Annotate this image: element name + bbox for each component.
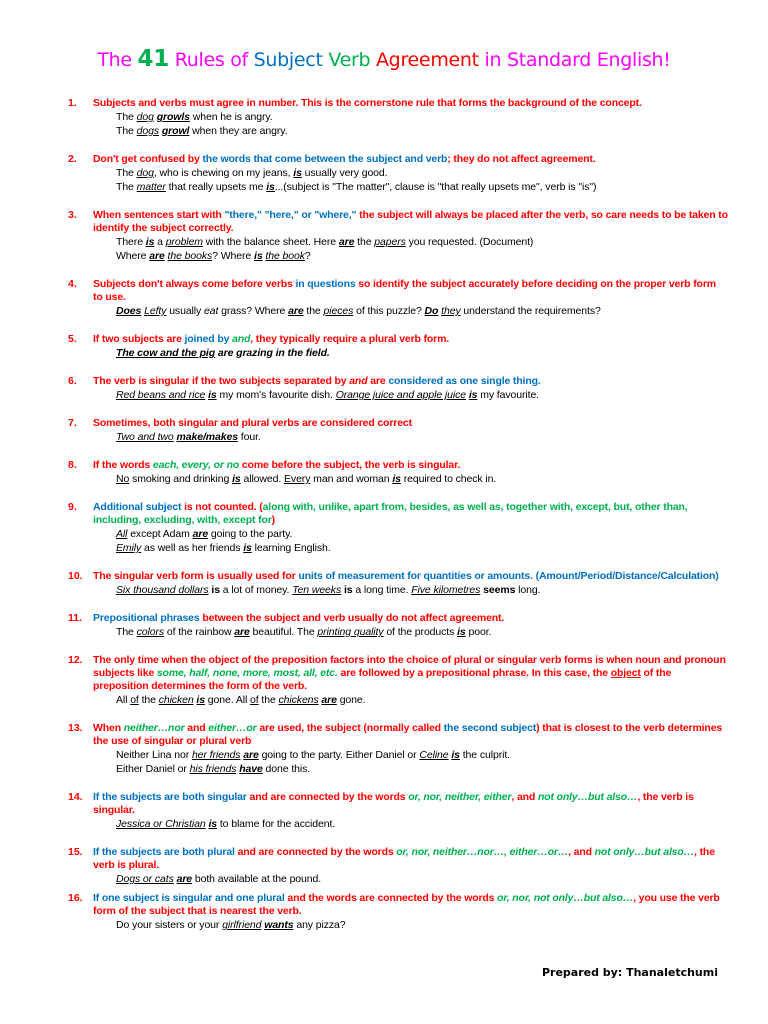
rule-15 — [68, 846, 728, 886]
heading-highlight: joined by — [184, 333, 233, 345]
example-line — [116, 346, 728, 360]
example-line — [116, 918, 728, 932]
rule-heading — [93, 278, 728, 304]
page-title — [0, 46, 768, 72]
heading-keyword: and — [232, 333, 251, 345]
example-text: gone. All — [204, 694, 251, 706]
heading-text: , and — [568, 846, 595, 858]
example-text: ? — [304, 250, 311, 262]
rule-heading — [93, 846, 728, 872]
heading-highlight: If one subject is singular and one plural — [93, 892, 285, 904]
rule-10 — [68, 570, 728, 597]
example-text: ? Where — [212, 250, 254, 262]
rule-heading — [93, 570, 728, 583]
rule-heading — [93, 209, 728, 235]
example-subject: Six thousand dollars — [116, 584, 209, 596]
rule-number: 3. — [68, 209, 77, 221]
heading-text: are used, the subject (normally called — [256, 722, 444, 734]
example-line — [116, 693, 728, 707]
example-verb: are — [192, 528, 209, 540]
heading-keyword: not only…but also… — [594, 846, 695, 858]
heading-keyword: either…or — [208, 722, 257, 734]
heading-keyword: neither…nor — [123, 722, 185, 734]
example-subject: Orange juice and apple juice — [335, 389, 466, 401]
example-verb: are — [234, 626, 250, 638]
example-text: smoking and drinking — [129, 473, 233, 485]
heading-text: Don't get confused by — [93, 153, 203, 165]
example-text: are grazing in the field. — [215, 347, 330, 359]
rule-heading — [93, 892, 728, 918]
title-agreement: Agreement — [375, 49, 479, 71]
rule-heading — [93, 722, 728, 748]
example-line — [116, 124, 728, 138]
rule-number: 6. — [68, 375, 77, 387]
example-verb: is — [243, 542, 252, 554]
example-verb: is — [468, 389, 478, 401]
example-text: as well as her friends — [141, 542, 244, 554]
example-text: when he is angry. — [189, 111, 273, 123]
example-subject: Jessica or Christian — [116, 818, 206, 830]
title-subject: Subject — [253, 49, 323, 71]
heading-keyword: along with, unlike, apart from, besides, as well as, together with, except, but, other than, including, excluding, with, except for — [93, 501, 688, 526]
rule-number: 12. — [68, 654, 83, 666]
rule-number: 7. — [68, 417, 77, 429]
example-text: to blame for the accident. — [217, 818, 336, 830]
heading-highlight: the words that come between the subject and verb — [202, 153, 448, 165]
heading-text: ) — [271, 514, 276, 526]
example-line — [116, 527, 728, 541]
rule-number: 11. — [68, 612, 83, 624]
example-line — [116, 235, 728, 249]
heading-text: of the preposition determines the form of the verb. — [93, 667, 672, 692]
example-subject: chickens — [278, 694, 319, 706]
rule-number: 8. — [68, 459, 77, 471]
rule-number: 14. — [68, 791, 83, 803]
example-text: the — [258, 694, 279, 706]
example-text: There — [116, 236, 146, 248]
example-text: going to the party. — [208, 528, 293, 540]
heading-text: come before the subject, the verb is singular. — [239, 459, 461, 471]
example-text: that really upsets me — [165, 181, 267, 193]
example-text: four. — [237, 431, 261, 443]
rule-8 — [68, 459, 728, 486]
heading-text: between the subject and verb usually do not affect agreement. — [199, 612, 505, 624]
example-text: of this puzzle? — [353, 305, 425, 317]
rule-heading — [93, 153, 728, 166]
example-line — [116, 166, 728, 180]
heading-text: , and — [511, 791, 538, 803]
heading-text: are — [367, 375, 389, 387]
heading-highlight: "there," "here," or "where," — [224, 209, 357, 221]
example-line — [116, 748, 728, 762]
example-subject: pieces — [323, 305, 354, 317]
example-verb: is — [211, 584, 220, 596]
rule-number: 9. — [68, 501, 77, 513]
example-text: The — [116, 125, 137, 137]
heading-text: ) that is closest to the verb determines the use of singular or plural verb — [93, 722, 723, 747]
example-subject: Emily — [116, 542, 142, 554]
example-subject: papers — [374, 236, 406, 248]
example-subject: No — [116, 473, 130, 485]
example-text: allowed. — [240, 473, 285, 485]
rule-13 — [68, 722, 728, 776]
heading-text: The only time when the object of the preposition factors into the choice of plural or singular verb forms is when noun and pronoun subjects like — [93, 654, 726, 679]
example-verb: is — [145, 236, 155, 248]
example-verb: are — [176, 873, 193, 885]
heading-text: If the words — [93, 459, 153, 471]
example-subject: Ten weeks — [292, 584, 342, 596]
rule-16 — [68, 892, 728, 932]
example-text: the — [354, 236, 375, 248]
example-subject: colors — [136, 626, 165, 638]
example-text: Where — [116, 250, 150, 262]
example-subject: dog — [136, 111, 154, 123]
example-line — [116, 304, 728, 318]
example-verb: Do — [424, 305, 439, 317]
example-verb: are — [338, 236, 355, 248]
heading-keyword: or, nor, not only…but also… — [497, 892, 634, 904]
heading-highlight: If the subjects are both singular — [93, 791, 247, 803]
example-text: poor. — [465, 626, 492, 638]
heading-text: the subject will always be placed after the verb, so care needs to be taken to identify the subject correctly. — [93, 209, 728, 234]
rule-number: 15. — [68, 846, 83, 858]
rule-number: 13. — [68, 722, 83, 734]
heading-text: are followed by a prepositional phrase. In this case, the — [337, 667, 611, 679]
example-verb: is — [293, 167, 302, 179]
example-verb: is — [254, 250, 263, 262]
rule-6 — [68, 375, 728, 402]
example-subject: Red beans and rice — [116, 389, 206, 401]
title-the: The — [97, 49, 138, 71]
example-line — [116, 872, 728, 886]
example-subject: they — [441, 305, 461, 317]
rule-heading — [93, 459, 728, 472]
example-line — [116, 388, 728, 402]
example-line — [116, 762, 728, 776]
example-subject: Every — [284, 473, 311, 485]
example-text: The — [116, 167, 137, 179]
rule-heading — [93, 791, 728, 817]
heading-text: , the verb is plural. — [93, 846, 715, 871]
example-text: ...(subject is "The matter", clause is "that really upsets me", verb is "is") — [274, 181, 597, 193]
example-verb: are — [321, 694, 337, 706]
heading-text: , the verb is singular. — [93, 791, 694, 816]
example-text: required to check in. — [400, 473, 497, 485]
rule-heading — [93, 417, 728, 430]
example-subject: the books — [167, 250, 213, 262]
example-text: a — [154, 236, 166, 248]
example-subject: his friends — [189, 763, 237, 775]
example-preposition: of — [130, 694, 139, 706]
example-text: a lot of money. — [219, 584, 293, 596]
example-text: Neither Lina nor — [116, 749, 192, 761]
example-line — [116, 817, 728, 831]
example-subject: her friends — [191, 749, 241, 761]
heading-text: , you use the verb form of the subject that is nearest the verb. — [93, 892, 720, 917]
rule-heading — [93, 375, 728, 388]
heading-keyword: some, half, none, more, most, all, etc. — [156, 667, 338, 679]
example-verb: growl — [161, 125, 190, 137]
example-text: of the products — [383, 626, 458, 638]
example-text: Either Daniel or — [116, 763, 190, 775]
rules-list — [68, 97, 728, 947]
rule-5 — [68, 333, 728, 360]
example-text: when they are angry. — [189, 125, 288, 137]
heading-text: , they typically require a plural verb form. — [250, 333, 450, 345]
example-verb: is — [266, 181, 275, 193]
heading-highlight: units of measurement for quantities or amounts. (Amount/Period/Distance/Calculation) — [298, 570, 719, 582]
example-subject: Lefty — [144, 305, 167, 317]
example-text: except Adam — [127, 528, 193, 540]
example-line — [116, 430, 728, 444]
example-verb: is — [343, 584, 353, 596]
heading-keyword: or, nor, neither, either — [408, 791, 512, 803]
example-line — [116, 180, 728, 194]
example-verb: Does — [116, 305, 142, 317]
example-text: done this. — [262, 763, 311, 775]
rule-number: 16. — [68, 892, 83, 904]
example-text: my favourite. — [477, 389, 539, 401]
example-text: grass? Where — [218, 305, 289, 317]
heading-keyword: object — [610, 667, 641, 679]
heading-highlight: in questions — [295, 278, 356, 290]
heading-highlight: Prepositional phrases — [93, 612, 200, 624]
heading-text: and — [184, 722, 209, 734]
example-subject: problem — [165, 236, 203, 248]
example-line — [116, 249, 728, 263]
example-verb: wants — [264, 919, 294, 931]
example-preposition: of — [250, 694, 259, 706]
example-text: man and woman — [310, 473, 393, 485]
rule-1 — [68, 97, 728, 138]
example-subject: Celine — [419, 749, 449, 761]
example-verb: are — [288, 305, 304, 317]
example-verb: is — [451, 749, 460, 761]
example-text: you requested. (Document) — [405, 236, 534, 248]
heading-keyword: not only…but also… — [537, 791, 638, 803]
example-text: The — [116, 626, 137, 638]
rule-3 — [68, 209, 728, 263]
rule-heading — [93, 612, 728, 625]
example-text: beautiful. The — [249, 626, 318, 638]
example-verb: growls — [156, 111, 190, 123]
rule-number: 2. — [68, 153, 77, 165]
example-subject: dogs — [136, 125, 159, 137]
example-subject: the book — [265, 250, 305, 262]
title-rules-of: Rules of — [168, 49, 254, 71]
example-line — [116, 541, 728, 555]
heading-text: The singular verb form is usually used for — [93, 570, 299, 582]
heading-text: Subjects and verbs must agree in number. This is the cornerstone rule that forms the background of the concept. — [93, 97, 642, 109]
example-text: , who is chewing on my jeans, — [153, 167, 294, 179]
heading-keyword: or, nor, neither…nor…, either…or… — [396, 846, 569, 858]
example-text: Do your sisters or your — [116, 919, 223, 931]
rule-heading — [93, 97, 728, 110]
example-text: of the rainbow — [164, 626, 235, 638]
heading-text: Subjects don't always come before verbs — [93, 278, 296, 290]
example-line — [116, 472, 728, 486]
example-verb: is — [208, 818, 218, 830]
example-verb: have — [239, 763, 263, 775]
heading-highlight: considered as one single thing. — [388, 375, 541, 387]
example-subject: Five kilometres — [411, 584, 481, 596]
example-text: any pizza? — [293, 919, 346, 931]
example-text: gone. — [336, 694, 366, 706]
example-verb: is — [208, 389, 217, 401]
example-verb: are — [243, 749, 259, 761]
example-verb: are — [149, 250, 165, 262]
rule-number: 10. — [68, 570, 83, 582]
heading-text: If two subjects are — [93, 333, 185, 345]
example-text: learning English. — [251, 542, 331, 554]
rule-heading — [93, 654, 728, 693]
heading-highlight: Additional subject — [93, 501, 182, 513]
example-text: the culprit. — [459, 749, 510, 761]
rule-heading — [93, 333, 728, 346]
title-rest: in Standard English! — [478, 49, 671, 71]
rule-4 — [68, 278, 728, 318]
example-text: the — [138, 694, 159, 706]
heading-text: When sentences start with — [93, 209, 225, 221]
example-verb: is — [232, 473, 241, 485]
heading-text: so identify the subject accurately before deciding on the proper verb form to use. — [93, 278, 716, 303]
example-line — [116, 583, 728, 597]
rule-12 — [68, 654, 728, 707]
example-text: All — [116, 694, 131, 706]
example-subject: printing quality — [317, 626, 384, 638]
example-text: The — [116, 111, 137, 123]
example-subject: girlfriend — [222, 919, 262, 931]
example-text: understand the requirements? — [460, 305, 601, 317]
example-line — [116, 625, 728, 639]
example-verb: is — [457, 626, 466, 638]
example-text: going to the party. Either Daniel or — [258, 749, 420, 761]
rule-7 — [68, 417, 728, 444]
example-subject: Dogs or cats — [116, 873, 174, 885]
heading-text: and are connected by the words — [246, 791, 409, 803]
example-text: both available at the pound. — [192, 873, 322, 885]
rule-number: 1. — [68, 97, 77, 109]
example-text: my mom's favourite dish. — [216, 389, 336, 401]
example-text: the — [303, 305, 324, 317]
example-text: long. — [515, 584, 541, 596]
example-subject: chicken — [158, 694, 194, 706]
heading-text: Sometimes, both singular and plural verbs are considered correct — [93, 417, 412, 429]
example-text: usually — [166, 305, 204, 317]
example-verb: seems — [483, 584, 516, 596]
example-verb: eat — [204, 305, 219, 317]
heading-text: is not counted. ( — [181, 501, 263, 513]
example-verb: make/makes — [176, 431, 238, 443]
heading-text: ; they do not affect agreement. — [447, 153, 596, 165]
example-verb: is — [392, 473, 401, 485]
author-credit: Prepared by: Thanaletchumi — [541, 966, 718, 979]
heading-text: and are connected by the words — [234, 846, 397, 858]
rule-number: 4. — [68, 278, 77, 290]
heading-keyword: each, every, or no — [152, 459, 240, 471]
example-text: usually very good. — [301, 167, 388, 179]
example-subject: All — [116, 528, 128, 540]
heading-keyword: and — [349, 375, 368, 387]
heading-highlight: If the subjects are both plural — [93, 846, 235, 858]
rule-heading — [93, 501, 728, 527]
example-text: a long time. — [352, 584, 412, 596]
example-subject: Two and two — [116, 431, 174, 443]
title-number: 41 — [137, 46, 169, 72]
example-line — [116, 110, 728, 124]
rule-9 — [68, 501, 728, 555]
heading-highlight: the second subject — [443, 722, 537, 734]
rule-2 — [68, 153, 728, 194]
example-verb: is — [196, 694, 205, 706]
example-text: with the balance sheet. Here — [202, 236, 339, 248]
example-subject: matter — [136, 181, 166, 193]
rule-11 — [68, 612, 728, 639]
rule-number: 5. — [68, 333, 77, 345]
example-subject: The cow and the pig — [116, 347, 216, 359]
heading-text: When — [93, 722, 124, 734]
heading-text: The verb is singular if the two subjects separated by — [93, 375, 350, 387]
title-verb: Verb — [322, 49, 376, 71]
rule-14 — [68, 791, 728, 831]
heading-text: and the words are connected by the words — [284, 892, 498, 904]
example-subject: dog — [136, 167, 154, 179]
example-text: The — [116, 181, 137, 193]
